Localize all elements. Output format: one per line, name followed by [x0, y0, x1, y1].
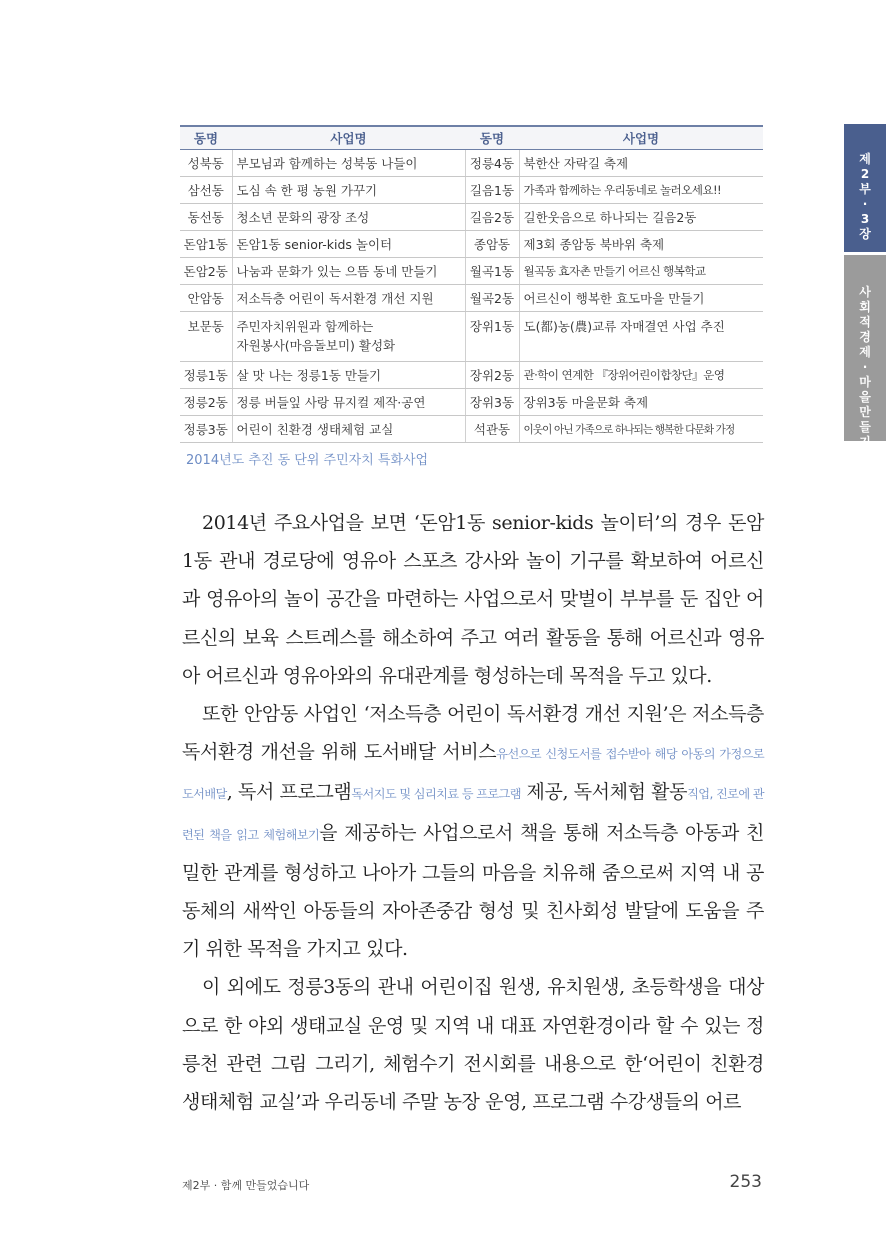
project-cell: 저소득층 어린이 독서환경 개선 지원 [232, 285, 465, 312]
dong-cell: 삼선동 [180, 177, 232, 204]
dong-cell: 정릉3동 [180, 416, 232, 443]
tab-char: 사 [859, 285, 871, 299]
section-tab [844, 255, 886, 449]
dong-cell: 정릉1동 [180, 362, 232, 389]
dong-cell: 석관동 [465, 416, 519, 443]
dong-cell: 길음2동 [465, 204, 519, 231]
tab-char: 장 [859, 227, 871, 241]
tab-char: 기 [859, 435, 871, 449]
header-project: 사업명 [519, 126, 763, 150]
table-row [180, 204, 763, 231]
dong-cell: 종암동 [465, 231, 519, 258]
table-row [180, 416, 763, 443]
tab-char: 경 [859, 330, 871, 344]
project-cell: 도(都)농(農)교류 자매결연 사업 추진 [519, 312, 763, 362]
dong-cell: 월곡1동 [465, 258, 519, 285]
header-project: 사업명 [232, 126, 465, 150]
table-row [180, 258, 763, 285]
project-cell: 돈암1동 senior-kids 놀이터 [232, 231, 465, 258]
text-run: , 독서 프로그램 [226, 781, 352, 804]
project-cell: 도심 속 한 평 농원 가꾸기 [232, 177, 465, 204]
dong-cell: 성북동 [180, 150, 232, 177]
table-row [180, 285, 763, 312]
project-cell: 이웃이 아닌 가족으로 하나되는 행복한 다문화 가정 [519, 416, 763, 443]
dong-cell: 돈암2동 [180, 258, 232, 285]
table-row [180, 389, 763, 416]
dong-cell: 동선동 [180, 204, 232, 231]
table-row [180, 312, 763, 362]
project-cell: 월곡동 효자촌 만들기 어르신 행복학교 [519, 258, 763, 285]
project-cell: 어르신이 행복한 효도마을 만들기 [519, 285, 763, 312]
dong-cell: 장위2동 [465, 362, 519, 389]
tab-char: · [862, 197, 868, 211]
table-row [180, 362, 763, 389]
dong-cell: 장위1동 [465, 312, 519, 362]
projects-table [180, 125, 763, 443]
tab-char: 적 [859, 315, 871, 329]
dong-cell: 정릉2동 [180, 389, 232, 416]
project-cell: 북한산 자락길 축제 [519, 150, 763, 177]
inline-note: 유선으로 신청도서를 접수받아 해당 아동의 가정으로 도서배달 [182, 747, 764, 802]
paragraph [182, 695, 764, 968]
project-cell: 가족과 함께하는 우리동네로 놀러오세요!! [519, 177, 763, 204]
header-dong: 동명 [465, 126, 519, 150]
project-line: 자원봉사(마음돌보미) 활성화 [236, 338, 396, 353]
project-cell: 살 맛 나는 정릉1동 만들기 [232, 362, 465, 389]
project-cell: 장위3동 마을문화 축제 [519, 389, 763, 416]
dong-cell: 길음1동 [465, 177, 519, 204]
paragraph: 2014년 주요사업을 보면 ‘돈암1동 senior-kids 놀이터’의 경우 돈암1동 관내 경로당에 영유아 스포츠 강사와 놀이 기구를 확보하여 어르신과 영유아의 놀이 공간을 마련하는 사업으로서 맞벌이 부부를 둔 집안 어르신의 보육 스트레스를 해소하여 주고 여러 활동을 통해 어르신과 영유아 어르신과 영유아와의 유대관계를 형성하는데 목적을 두고 있다. [182, 512, 764, 687]
project-cell: 나눔과 문화가 있는 으뜸 동네 만들기 [232, 258, 465, 285]
project-cell: 정릉 버들잎 사랑 뮤지컬 제작·공연 [232, 389, 465, 416]
project-cell: 제3회 종암동 북바위 축제 [519, 231, 763, 258]
text-run: 또한 안암동 사업인 ‘저소득층 어린이 독서환경 개선 지원’은 저소득층 독서환경 개선을 위해 도서배달 서비스 [182, 703, 764, 764]
project-cell: 관·학이 연계한 『장위어린이합창단』운영 [519, 362, 763, 389]
text-run: 을 제공하는 사업으로서 책을 통해 저소득층 아동과 친밀한 관계를 형성하고 나아가 그들의 마음을 치유해 줌으로써 지역 내 공동체의 새싹인 아동들의 자아존중감 형성 및 친사회성 발달에 도움을 주기 위한 목적을 가지고 있다. [182, 821, 764, 961]
table-row [180, 150, 763, 177]
project-cell: 어린이 친환경 생태체험 교실 [232, 416, 465, 443]
table-header-row [180, 126, 763, 150]
project-cell: 길한웃음으로 하나되는 길음2동 [519, 204, 763, 231]
dong-cell: 월곡2동 [465, 285, 519, 312]
paragraph: 이 외에도 정릉3동의 관내 어린이집 원생, 유치원생, 초등학생을 대상으로 한 야외 생태교실 운영 및 지역 내 대표 자연환경이라 할 수 있는 정릉천 관련 그림 그리기, 체험수기 전시회를 내용으로 한‘어린이 친환경 생태체험 교실’과 우리동네 주말 농장 운영, 프로그램 수강생들의 어르 [182, 976, 764, 1114]
tab-char: · [862, 360, 868, 374]
tab-char: 회 [859, 300, 871, 314]
tab-char: 제 [859, 345, 871, 359]
tab-char: 을 [859, 390, 871, 404]
page-number: 253 [729, 1172, 762, 1192]
project-cell [232, 312, 465, 362]
body-text [182, 504, 764, 1121]
tab-char: 마 [859, 375, 871, 389]
tab-char: 들 [859, 420, 871, 434]
tab-char: 3 [860, 212, 870, 226]
footer-text: 제2부 · 함께 만들었습니다 [182, 1179, 310, 1192]
text-run: 제공, 독서체험 활동 [520, 781, 688, 804]
project-cell: 부모님과 함께하는 성북동 나들이 [232, 150, 465, 177]
inline-note: 직업, 진로에 관련된 책을 읽고 체험해보기 [182, 787, 764, 842]
table-row [180, 231, 763, 258]
table-row [180, 177, 763, 204]
tab-char: 부 [859, 182, 871, 196]
dong-cell: 정릉4동 [465, 150, 519, 177]
project-line: 주민자치위원과 함께하는 [236, 319, 374, 334]
header-dong: 동명 [180, 126, 232, 150]
dong-cell: 보문동 [180, 312, 232, 362]
dong-cell: 안암동 [180, 285, 232, 312]
chapter-tab [844, 124, 886, 252]
inline-note: 독서지도 및 심리치료 등 프로그램 [351, 787, 521, 802]
table-caption: 2014년도 추진 동 단위 주민자치 특화사업 [186, 453, 429, 468]
tab-char: 만 [859, 405, 871, 419]
project-cell: 청소년 문화의 광장 조성 [232, 204, 465, 231]
tab-char: 2 [860, 167, 870, 181]
dong-cell: 장위3동 [465, 389, 519, 416]
dong-cell: 돈암1동 [180, 231, 232, 258]
tab-char: 제 [859, 152, 871, 166]
